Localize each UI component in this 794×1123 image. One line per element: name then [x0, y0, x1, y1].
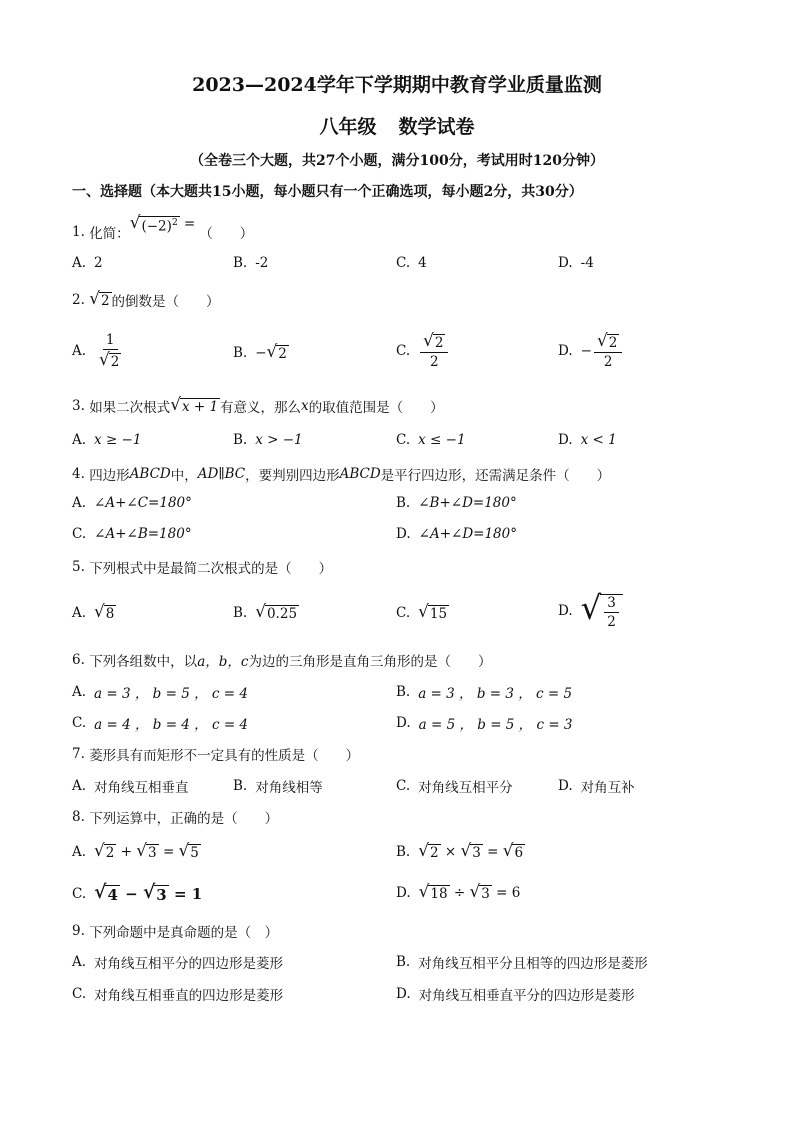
option-d[interactable]: D. ∠A+∠D=180° — [396, 526, 517, 542]
exam-intro: （全卷三个大题，共27个小题，满分100分，考试用时120分钟） — [190, 153, 604, 169]
option-b[interactable]: B. 对角线相等 — [233, 778, 323, 796]
option-b[interactable]: B. √ 2 × √ 3 = √ 6 — [396, 840, 524, 861]
option-b[interactable]: B. √ 0.25 — [233, 601, 298, 622]
option-a[interactable]: A. 对角线互相平分的四边形是菱形 — [72, 954, 284, 972]
option-c[interactable]: C. 4 — [396, 255, 427, 271]
question-text: 菱形具有而矩形不一定具有的性质是（ ） — [89, 748, 360, 764]
fraction: 1 √ 2 — [99, 332, 120, 371]
option-a[interactable]: A. 1 √ 2 — [72, 332, 126, 370]
option-b[interactable]: B. x > −1 — [233, 432, 303, 448]
option-b[interactable]: B. ∠B+∠D=180° — [396, 495, 517, 511]
question-6: 6. 下列各组数中，以 a，b，c 为边的三角形是直角三角形的是（ ） — [72, 652, 492, 670]
option-c[interactable]: C. √ 15 — [396, 601, 448, 622]
question-number: 5. — [72, 559, 85, 575]
question-3: 3. 如果二次根式 √ x + 1 有意义，那么 x 的取值范围是（ ） — [72, 394, 444, 416]
option-b[interactable]: B. -2 — [233, 255, 269, 271]
option-b[interactable]: B. 对角线互相平分且相等的四边形是菱形 — [396, 954, 648, 972]
question-5 — [72, 557, 332, 577]
option-a[interactable]: A. x ≥ −1 — [72, 432, 142, 448]
answer-blank: （ ） — [199, 226, 254, 243]
sqrt-expression: √ x + 1 — [170, 394, 219, 416]
question-text: 下列运算中，正确的是（ ） — [89, 811, 279, 827]
question-text: 化简： — [89, 226, 130, 243]
section-heading: 一、选择题（本大题共15小题，每小题只有一个正确选项，每小题2分，共30分） — [72, 184, 583, 200]
question-9 — [72, 921, 278, 941]
fraction: √ 2 2 — [594, 332, 622, 370]
grade-label: 八年级 — [319, 116, 377, 138]
question-number: 2. — [72, 292, 85, 308]
question-text: 的倒数是（ ） — [111, 294, 220, 310]
question-4: 4. 四边形 ABCD 中， AD∥BC ，要判别四边形 ABCD 是平行四边形，还需满足条件（ ） — [72, 466, 611, 484]
sqrt-expression: √ 15 — [418, 601, 448, 622]
option-d[interactable]: D. -4 — [558, 255, 594, 271]
option-c[interactable]: C. 对角线互相垂直的四边形是菱形 — [72, 986, 284, 1004]
option-c[interactable]: C. x ≤ −1 — [396, 432, 466, 448]
sqrt-expression: √ 2 — [266, 341, 287, 362]
option-c[interactable]: C. √ 2 2 — [396, 332, 450, 370]
option-d[interactable]: D. 对角线互相垂直平分的四边形是菱形 — [396, 986, 635, 1004]
option-a[interactable]: A. 对角线互相垂直 — [72, 778, 189, 796]
option-c[interactable]: C. a = 4 ， b = 4 ， c = 4 — [72, 715, 249, 733]
option-d[interactable]: D. 对角互补 — [558, 778, 635, 796]
option-d[interactable]: D. x < 1 — [558, 432, 617, 448]
question-8 — [72, 807, 278, 827]
question-number: 9. — [72, 923, 85, 939]
option-a[interactable]: A. 2 — [72, 255, 103, 271]
question-number: 4. — [72, 466, 85, 482]
option-d[interactable]: D. − √ 2 2 — [558, 332, 624, 370]
question-number: 8. — [72, 809, 85, 825]
question-number: 7. — [72, 746, 85, 762]
sqrt-expression: √ 0.25 — [255, 601, 298, 622]
question-number: 6. — [72, 652, 85, 668]
sqrt-expression: √ $(-2)^2$ — [129, 212, 178, 235]
fraction: √ 2 2 — [420, 332, 448, 370]
option-d[interactable]: D. √ $\frac{3}{2}$ — [558, 592, 623, 630]
option-c[interactable]: C. ∠A+∠B=180° — [72, 526, 192, 542]
sqrt-expression: √ 8 — [94, 601, 115, 622]
question-number: 1. — [72, 224, 85, 241]
option-d[interactable]: D. a = 5 ， b = 5 ， c = 3 — [396, 715, 573, 733]
question-2 — [72, 290, 220, 310]
question-7 — [72, 744, 359, 764]
sqrt-expression: √ 2 — [89, 288, 110, 310]
option-b[interactable]: B. a = 3 ， b = 3 ， c = 5 — [396, 684, 573, 702]
option-a[interactable]: A. √ 2 + √ 3 = √ 5 — [72, 840, 199, 861]
question-text: 下列根式中是最简二次根式的是（ ） — [89, 561, 333, 577]
subject-label: 数学试卷 — [398, 116, 475, 138]
option-b[interactable]: B. − √ 2 — [233, 341, 287, 362]
exam-subtitle — [0, 112, 794, 139]
option-a[interactable]: A. a = 3 ， b = 5 ， c = 4 — [72, 684, 248, 702]
option-a[interactable]: A. ∠A+∠C=180° — [72, 495, 192, 511]
question-text: 下列命题中是真命题的是（ ） — [89, 925, 279, 941]
option-c[interactable]: C. √ 4 − √ 3 = 1 — [72, 881, 203, 904]
exam-title: 2023—2024学年下学期期中教育学业质量监测 — [192, 74, 602, 96]
option-c[interactable]: C. 对角线互相平分 — [396, 778, 513, 796]
sqrt-expression: √ $\frac{3}{2}$ — [581, 592, 623, 630]
question-1 — [72, 212, 254, 243]
option-d[interactable]: D. √ 18 ÷ √ 3 = 6 — [396, 881, 521, 902]
equals-sign: = — [183, 216, 196, 233]
question-number: 3. — [72, 398, 85, 414]
option-a[interactable]: A. √ 8 — [72, 601, 115, 622]
